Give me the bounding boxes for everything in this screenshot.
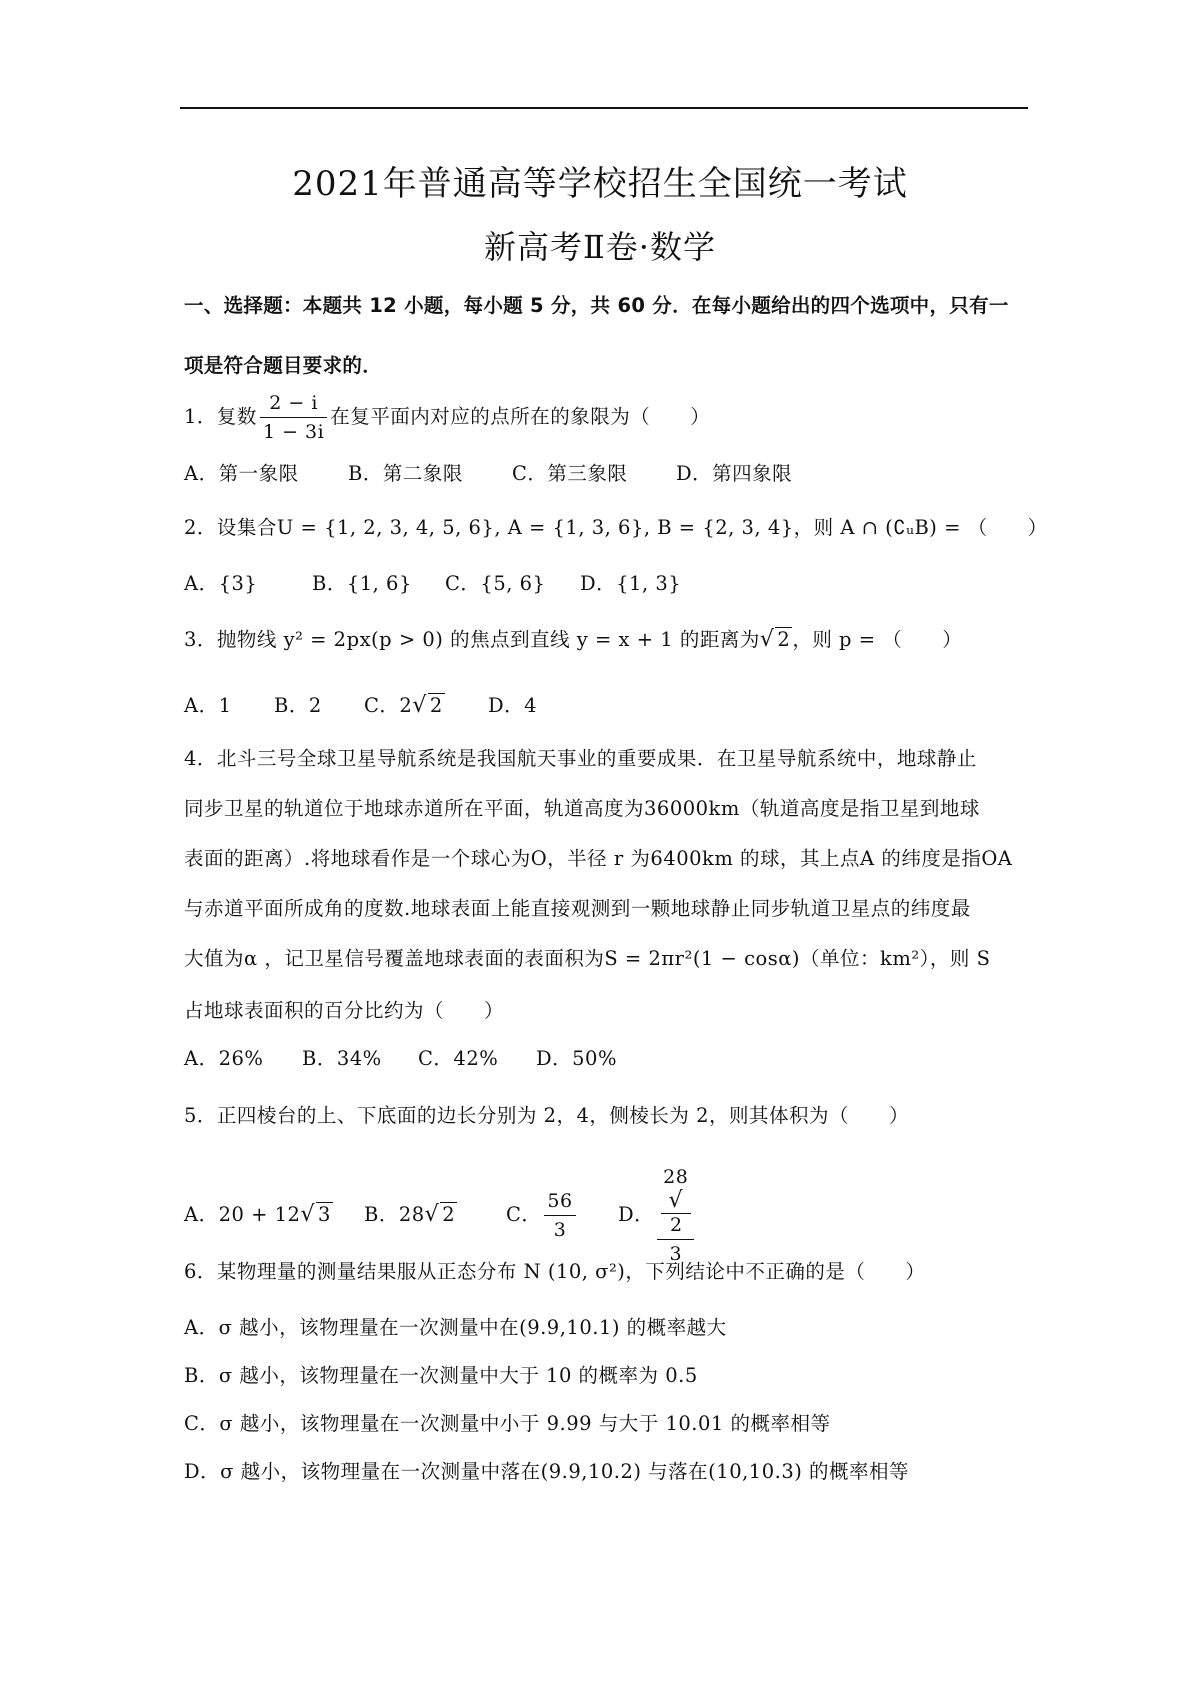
question-6-option-b: B．σ 越小，该物理量在一次测量中大于 10 的概率为 0.5	[184, 1364, 698, 1387]
question-5-option-c	[506, 1190, 618, 1241]
question-5-option-d-num-pre: 28	[663, 1166, 689, 1188]
question-1-option-c: C．第三象限	[512, 462, 628, 485]
question-3-stem-radicand: 2	[777, 628, 791, 651]
question-1-options	[184, 458, 792, 486]
question-4-line5: 大值为α ，记卫星信号覆盖地球表面的表面积为S = 2πr²(1 − cosα)（单位：km²），则 S	[184, 947, 991, 970]
question-5-option-b	[364, 1199, 506, 1227]
question-5-option-c-den: 3	[553, 1219, 567, 1241]
question-1-option-a: A．第一象限	[184, 462, 299, 485]
question-5-option-d-label: D．	[618, 1203, 655, 1226]
question-4-options	[184, 1043, 617, 1071]
question-6-option-d: D．σ 越小，该物理量在一次测量中落在(9.9,10.2) 与落在(10,10.3) 的概率相等	[184, 1460, 910, 1483]
question-4-option-c: C．42%	[418, 1047, 499, 1070]
question-2-option-c: C．{5, 6}	[445, 572, 546, 595]
question-3-option-c-radicand: 2	[429, 694, 443, 717]
radical-sign-icon: √	[412, 693, 427, 718]
radical-sign-icon: √	[668, 1188, 683, 1213]
question-5-options	[184, 1166, 697, 1265]
section-heading-line1: 一、选择题：本题共 12 小题，每小题 5 分，共 60 分．在每小题给出的四个选项中，只有一	[184, 294, 1009, 317]
question-5-option-d-num-radicand: 2	[661, 1213, 691, 1236]
question-4-line1: 4．北斗三号全球卫星导航系统是我国航天事业的重要成果．在卫星导航系统中，地球静止	[184, 747, 977, 770]
question-1-option-d: D．第四象限	[676, 462, 793, 485]
question-5-option-d-num	[657, 1166, 694, 1240]
question-4-option-b: B．34%	[302, 1047, 382, 1070]
question-3-stem-b: ，则 p = （ ）	[792, 628, 963, 651]
question-5-option-d	[618, 1166, 697, 1265]
question-1-fraction	[260, 392, 327, 443]
question-2-option-a: A．{3}	[184, 572, 258, 595]
question-2-option-b: B．{1, 6}	[312, 572, 412, 595]
header-rule	[180, 107, 1028, 109]
question-5-option-c-num: 56	[544, 1190, 575, 1216]
question-5-option-d-fraction	[657, 1166, 694, 1265]
question-3-option-b: B．2	[274, 694, 322, 717]
question-6-option-a: A．σ 越小，该物理量在一次测量中在(9.9,10.1) 的概率越大	[184, 1316, 727, 1339]
question-2-options	[184, 568, 681, 596]
question-5-option-a-pre: A．20 + 12	[184, 1203, 301, 1226]
question-3-stem-a: 3．抛物线 y² = 2px(p > 0) 的焦点到直线 y = x + 1 的距离为	[184, 628, 760, 651]
exam-title: 2021年普通高等学校招生全国统一考试	[292, 164, 908, 204]
question-5-option-a	[184, 1199, 364, 1227]
question-1	[184, 392, 710, 443]
exam-subtitle: 新高考Ⅱ卷·数学	[484, 228, 716, 266]
question-4-option-d: D．50%	[536, 1047, 617, 1070]
question-5-option-a-radicand: 3	[317, 1203, 331, 1226]
question-3-option-c	[364, 690, 488, 718]
question-1-option-b: B．第二象限	[348, 462, 463, 485]
question-3-options	[184, 690, 537, 718]
question-3-stem	[184, 624, 962, 652]
question-5-option-d-den: 3	[669, 1243, 683, 1265]
question-5-stem: 5．正四棱台的上、下底面的边长分别为 2，4，侧棱长为 2，则其体积为（ ）	[184, 1104, 910, 1127]
question-1-number: 1．	[184, 405, 217, 428]
question-4-option-a: A．26%	[184, 1047, 264, 1070]
question-5-option-b-pre: B．28	[364, 1203, 425, 1226]
question-4-line6: 占地球表面积的百分比约为（ ）	[184, 999, 505, 1022]
question-5-option-b-radicand: 2	[442, 1203, 456, 1226]
question-6-option-c: C．σ 越小，该物理量在一次测量中小于 9.99 与大于 10.01 的概率相等	[184, 1412, 831, 1435]
question-2-stem: 2．设集合U = {1, 2, 3, 4, 5, 6}, A = {1, 3, 6}, B = {2, 3, 4}，则 A ∩ (∁ᵤB) = （ ）	[184, 516, 1048, 539]
question-1-post: 在复平面内对应的点所在的象限为（ ）	[330, 405, 711, 428]
question-1-pre: 复数	[216, 405, 257, 428]
question-4-line2: 同步卫星的轨道位于地球赤道所在平面，轨道高度为36000km（轨道高度是指卫星到地球	[184, 797, 980, 820]
question-5-option-c-fraction	[544, 1190, 575, 1241]
question-4-line3: 表面的距离）.将地球看作是一个球心为O，半径 r 为6400km 的球，其上点A 的纬度是指OA	[184, 847, 1013, 870]
radical-sign-icon: √	[424, 1202, 440, 1227]
question-5-option-c-label: C．	[506, 1203, 542, 1226]
question-3-option-d: D．4	[488, 694, 538, 717]
question-4-line4: 与赤道平面所成角的度数.地球表面上能直接观测到一颗地球静止同步轨道卫星点的纬度最	[184, 897, 971, 920]
radical-sign-icon: √	[300, 1202, 315, 1227]
radical-sign-icon: √	[759, 627, 775, 652]
question-1-frac-den: 1 − 3i	[262, 421, 325, 443]
question-3-option-c-pre: C．2	[364, 694, 413, 717]
question-1-frac-num: 2 − i	[260, 392, 327, 418]
question-3-option-a: A．1	[184, 694, 232, 717]
question-2-option-d: D．{1, 3}	[580, 572, 682, 595]
section-heading-line2: 项是符合题目要求的．	[184, 354, 383, 377]
question-6-stem: 6．某物理量的测量结果服从正态分布 N (10, σ²)，下列结论中不正确的是（ ）	[184, 1260, 926, 1283]
